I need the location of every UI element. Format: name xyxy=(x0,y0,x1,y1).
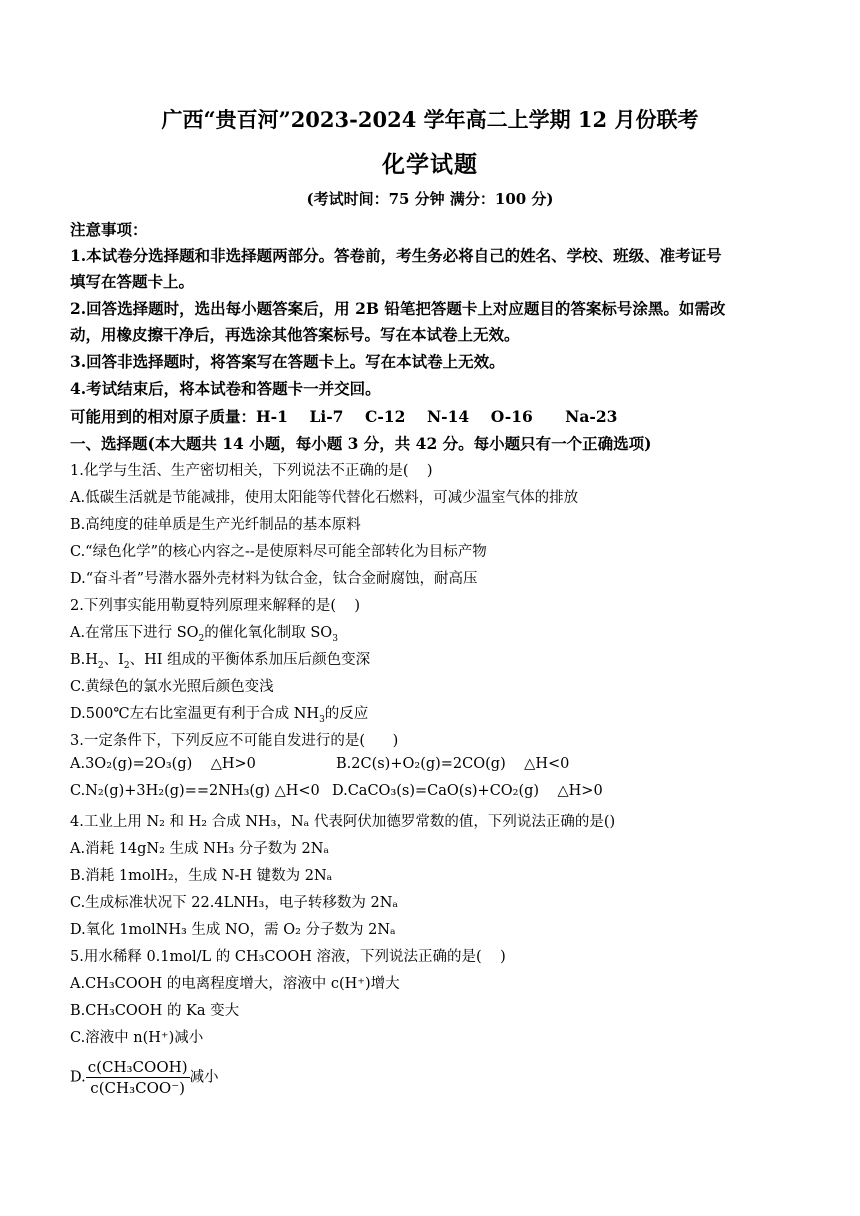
option-b: $B.H_2$、$I_2$、HI 组成的平衡体系加压后颜色变深 xyxy=(70,652,371,671)
option-c: C.黄绿色的氯水光照后颜色变浅 xyxy=(70,679,274,695)
question-stem: 3.一定条件下，下列反应不可能自发进行的是( ) xyxy=(70,733,399,749)
subject-title: 化学试题 xyxy=(382,151,478,178)
option-b: B.消耗 1molH₂，生成 N-H 键数为 2Nₐ xyxy=(70,868,333,884)
notice-line: 4.考试结束后，将本试卷和答题卡一并交回。 xyxy=(70,379,381,398)
option-a: A.3O₂(g)=2O₃(g) △H>0 xyxy=(70,756,256,772)
notice-line: 1.本试卷分选择题和非选择题两部分。答卷前，考生务必将自己的姓名、学校、班级、准考证号 xyxy=(70,246,722,265)
option-d: D.“奋斗者”号潜水器外壳材料为钛合金，钛合金耐腐蚀，耐高压 xyxy=(70,571,478,587)
option-c: C.N₂(g)+3H₂(g)==2NH₃(g) △H<0 xyxy=(70,783,320,799)
option-c: C.溶液中 n(H⁺)减小 xyxy=(70,1030,204,1046)
notice-line: 2.回答选择题时，选出每小题答案后，用 2B 铅笔把答题卡上对应题目的答案标号涂黑。如需改 xyxy=(70,299,726,318)
notice-line: 填写在答题卡上。 xyxy=(70,272,195,291)
question-stem: 5.用水稀释 0.1mol/L 的 CH₃COOH 溶液，下列说法正确的是( ) xyxy=(70,949,506,965)
question-stem: 2.下列事实能用勒夏特列原理来解释的是( ) xyxy=(70,598,361,614)
option-d xyxy=(70,1058,219,1097)
option-d-label: D. xyxy=(70,1069,86,1086)
option-d: D.CaCO₃(s)=CaO(s)+CO₂(g) △H>0 xyxy=(332,783,603,799)
question-stem: 1.化学与生活、生产密切相关，下列说法不正确的是( ) xyxy=(70,463,433,479)
option-a: A.在常压下进行 $SO_2$的催化氧化制取 $SO_3$ xyxy=(70,625,338,644)
option-b: B.2C(s)+O₂(g)=2CO(g) △H<0 xyxy=(336,756,570,772)
exam-title: 广西“贵百河”2023-2024 学年高二上学期 12 月份联考 xyxy=(161,107,699,132)
question-stem: 4.工业上用 N₂ 和 H₂ 合成 NH₃，Nₐ 代表阿伏加德罗常数的值，下列说法正确的是() xyxy=(70,814,616,830)
notice-line: 3.回答非选择题时，将答案写在答题卡上。写在本试卷上无效。 xyxy=(70,352,505,371)
option-a: A.消耗 14gN₂ 生成 NH₃ 分子数为 2Nₐ xyxy=(70,841,330,857)
option-d: D.500℃左右比室温更有利于合成 $NH_3$的反应 xyxy=(70,706,369,725)
option-a: A.CH₃COOH 的电离程度增大，溶液中 c(H⁺)增大 xyxy=(70,976,400,992)
option-c: C.“绿色化学”的核心内容之--是使原料尽可能全部转化为目标产物 xyxy=(70,544,487,560)
option-a: A.低碳生活就是节能减排，使用太阳能等代替化石燃料，可减少温室气体的排放 xyxy=(70,490,579,506)
option-c: C.生成标准状况下 22.4LNH₃，电子转移数为 2Nₐ xyxy=(70,895,398,911)
option-b: B.高纯度的硅单质是生产光纤制品的基本原料 xyxy=(70,517,361,533)
option-d: D.氧化 1molNH₃ 生成 NO，需 O₂ 分子数为 2Nₐ xyxy=(70,922,396,938)
atomic-masses: 可能用到的相对原子质量：H-1 Li-7 C-12 N-14 O-16 Na-23 xyxy=(70,407,618,426)
exam-info: (考试时间：75 分钟 满分：100 分) xyxy=(306,190,554,208)
ratio-numerator: c(CH₃COOH) xyxy=(87,1058,188,1076)
option-b: B.CH₃COOH 的 Ka 变大 xyxy=(70,1003,240,1019)
section-heading: 一、选择题(本大题共 14 小题，每小题 3 分，共 42 分。每小题只有一个正确选项) xyxy=(70,434,652,453)
concentration-ratio xyxy=(86,1058,190,1097)
notice-heading: 注意事项： xyxy=(70,220,148,239)
notice-line: 动，用橡皮擦干净后，再选涂其他答案标号。写在本试卷上无效。 xyxy=(70,325,520,344)
ratio-denominator: c(CH₃COO⁻) xyxy=(90,1079,185,1097)
option-d-text: 减小 xyxy=(189,1069,219,1086)
